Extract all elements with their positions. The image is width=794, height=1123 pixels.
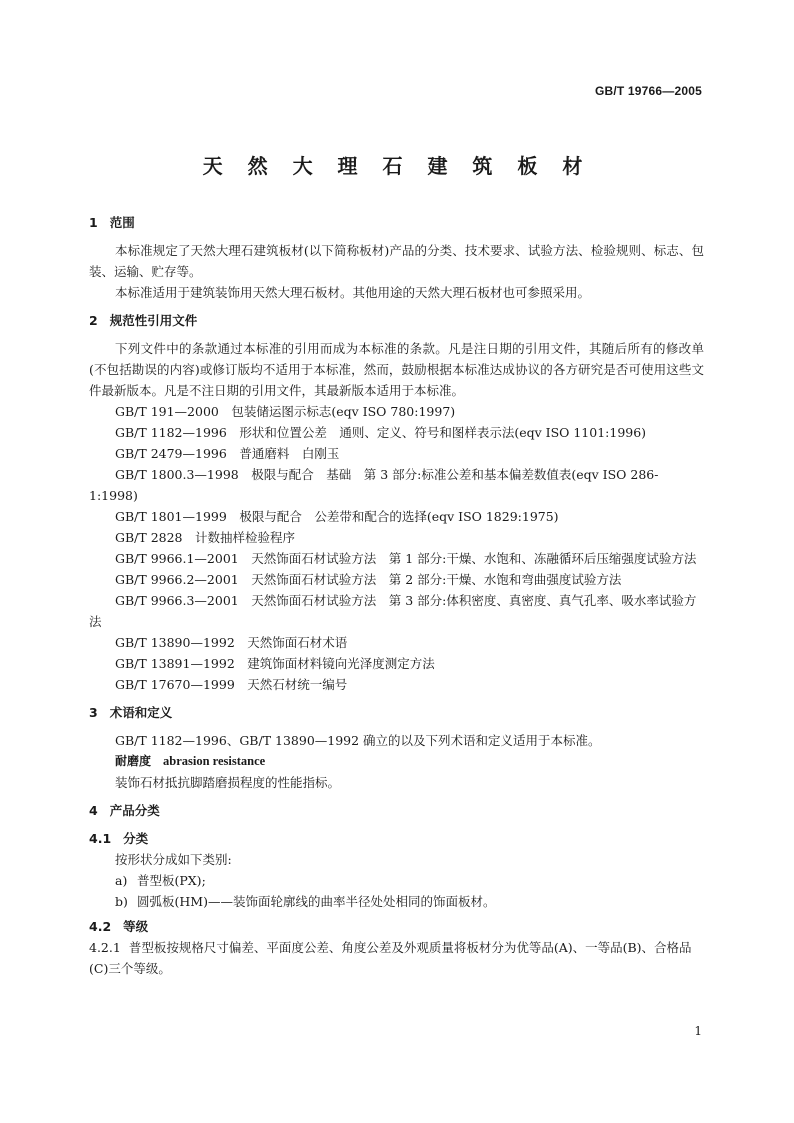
scope-paragraph: 本标准适用于建筑装饰用天然大理石板材。其他用途的天然大理石板材也可参照采用。 — [115, 285, 591, 300]
reference-item: GB/T 1182—1996 形状和位置公差 通则、定义、符号和图样表示法(eqv ISO 1101:1996) — [115, 425, 647, 440]
reference-item: GB/T 2828 计数抽样检验程序 — [115, 530, 296, 545]
list-item — [89, 870, 704, 891]
list-text: 圆弧板(HM)——装饰面轮廓线的曲率半径处处相同的饰面板材。 — [137, 894, 496, 909]
document-body — [89, 212, 704, 979]
reference-item: GB/T 1800.3—1998 极限与配合 基础 第 3 部分:标准公差和基本偏差数值表(eqv ISO 286-1:1998) — [89, 467, 659, 503]
reference-item: GB/T 9966.2—2001 天然饰面石材试验方法 第 2 部分:干燥、水饱和弯曲强度试验方法 — [115, 572, 622, 587]
subsection-number: 4.2 — [89, 919, 112, 934]
reference-item: GB/T 13891—1992 建筑饰面材料镜向光泽度测定方法 — [115, 656, 435, 671]
section-title: 产品分类 — [109, 803, 160, 818]
term-entry — [89, 751, 704, 772]
page-number: 1 — [694, 1024, 702, 1038]
list-marker: a) — [115, 873, 128, 888]
standard-code: GB/T 19766—2005 — [594, 84, 702, 98]
section-number: 4 — [89, 803, 98, 818]
clause-text: 普型板按规格尺寸偏差、平面度公差、角度公差及外观质量将板材分为优等品(A)、一等品(B)、合格品(C)三个等级。 — [89, 940, 692, 976]
section-heading-normative-references — [89, 310, 704, 331]
section-heading-scope — [89, 212, 704, 233]
section-number: 1 — [89, 215, 98, 230]
reference-item: GB/T 191—2000 包装储运图示标志(eqv ISO 780:1997) — [115, 404, 456, 419]
subsection-title: 分类 — [123, 831, 149, 846]
term-chinese: 耐磨度 — [115, 754, 152, 768]
section-number: 2 — [89, 313, 98, 328]
section-heading-terms — [89, 702, 704, 723]
classes-intro: 按形状分成如下类别: — [115, 852, 232, 867]
reference-item: GB/T 2479—1996 普通磨料 白刚玉 — [115, 446, 340, 461]
reference-item: GB/T 13890—1992 天然饰面石材术语 — [115, 635, 348, 650]
document-title: 天 然 大 理 石 建 筑 板 材 — [202, 154, 592, 178]
list-text: 普型板(PX); — [137, 873, 206, 888]
reference-item: GB/T 17670—1999 天然石材统一编号 — [115, 677, 348, 692]
scope-paragraph: 本标准规定了天然大理石建筑板材(以下简称板材)产品的分类、技术要求、试验方法、检验规则、标志、包装、运输、贮存等。 — [89, 243, 704, 279]
term-definition: 装饰石材抵抗脚踏磨损程度的性能指标。 — [115, 775, 341, 790]
reference-item: GB/T 9966.1—2001 天然饰面石材试验方法 第 1 部分:干燥、水饱和、冻融循环后压缩强度试验方法 — [115, 551, 697, 566]
term-english: abrasion resistance — [163, 754, 266, 768]
list-item — [89, 891, 704, 912]
subsection-heading-classes — [89, 828, 704, 849]
section-title: 规范性引用文件 — [109, 313, 198, 328]
reference-item: GB/T 1801—1999 极限与配合 公差带和配合的选择(eqv ISO 1829:1975) — [115, 509, 559, 524]
section-number: 3 — [89, 705, 98, 720]
terms-intro: GB/T 1182—1996、GB/T 13890—1992 确立的以及下列术语和定义适用于本标准。 — [115, 733, 601, 748]
section-title: 范围 — [109, 215, 135, 230]
clause-number: 4.2.1 — [89, 940, 121, 955]
section-title: 术语和定义 — [109, 705, 173, 720]
references-intro: 下列文件中的条款通过本标准的引用而成为本标准的条款。凡是注日期的引用文件，其随后所有的修改单(不包括勘误的内容)或修订版均不适用于本标准，然而，鼓励根据本标准达成协议的各方研究是否可使用这些文件最新版本。凡是不注日期的引用文件，其最新版本适用于本标准。 — [89, 341, 704, 398]
grade-clause — [89, 937, 704, 979]
subsection-number: 4.1 — [89, 831, 112, 846]
list-marker: b) — [115, 894, 128, 909]
reference-item: GB/T 9966.3—2001 天然饰面石材试验方法 第 3 部分:体积密度、真密度、真气孔率、吸水率试验方法 — [89, 593, 697, 629]
subsection-title: 等级 — [123, 919, 149, 934]
subsection-heading-grades — [89, 916, 704, 937]
section-heading-classification — [89, 800, 704, 821]
